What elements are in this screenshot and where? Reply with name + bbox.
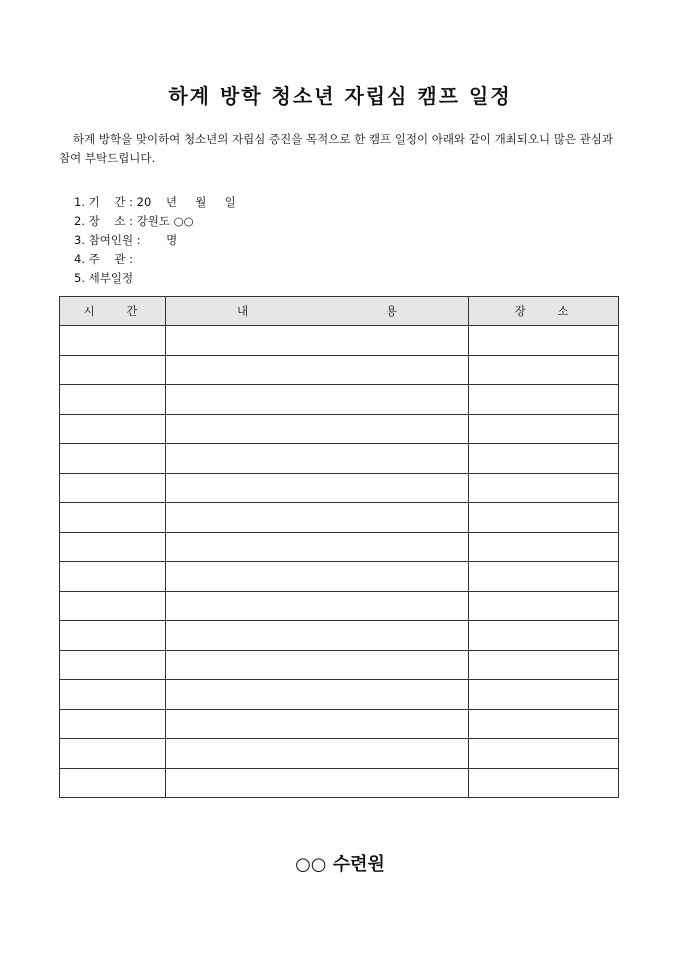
- time-cell[interactable]: [60, 621, 166, 651]
- place-cell[interactable]: [469, 739, 619, 769]
- info-list: [74, 193, 236, 288]
- info-schedule-heading: 5. 세부일정: [74, 271, 134, 285]
- info-organizer: 4. 주 관 :: [74, 252, 133, 266]
- intro-paragraph: 하계 방학을 맞이하여 청소년의 자립심 증진을 목적으로 한 캠프 일정이 아래와 같이 개최되오니 많은 관심과 참여 부탁드립니다.: [59, 132, 613, 165]
- table-row: [60, 680, 619, 710]
- content-cell[interactable]: [166, 591, 469, 621]
- time-cell[interactable]: [60, 444, 166, 474]
- place-cell[interactable]: [469, 768, 619, 798]
- table-row: [60, 650, 619, 680]
- table-row: [60, 326, 619, 356]
- table-row: [60, 444, 619, 474]
- content-cell[interactable]: [166, 739, 469, 769]
- time-cell[interactable]: [60, 650, 166, 680]
- organization-name: ○○ 수련원: [295, 854, 385, 875]
- place-cell[interactable]: [469, 326, 619, 356]
- content-cell[interactable]: [166, 414, 469, 444]
- header-place: 장 소: [469, 297, 619, 326]
- schedule-table: [59, 296, 619, 798]
- table-row: [60, 532, 619, 562]
- table-row: [60, 503, 619, 533]
- place-cell[interactable]: [469, 473, 619, 503]
- content-cell[interactable]: [166, 650, 469, 680]
- table-row: [60, 591, 619, 621]
- content-cell[interactable]: [166, 768, 469, 798]
- info-location: 2. 장 소 : 강원도 ○○: [74, 214, 194, 228]
- content-cell[interactable]: [166, 444, 469, 474]
- table-row: [60, 621, 619, 651]
- content-cell[interactable]: [166, 326, 469, 356]
- table-row: [60, 385, 619, 415]
- time-cell[interactable]: [60, 709, 166, 739]
- table-header-row: [60, 297, 619, 326]
- time-cell[interactable]: [60, 355, 166, 385]
- time-cell[interactable]: [60, 562, 166, 592]
- table-row: [60, 414, 619, 444]
- content-cell[interactable]: [166, 532, 469, 562]
- content-cell[interactable]: [166, 473, 469, 503]
- place-cell[interactable]: [469, 591, 619, 621]
- content-cell[interactable]: [166, 680, 469, 710]
- content-cell[interactable]: [166, 709, 469, 739]
- place-cell[interactable]: [469, 385, 619, 415]
- table-row: [60, 768, 619, 798]
- table-row: [60, 562, 619, 592]
- place-cell[interactable]: [469, 562, 619, 592]
- place-cell[interactable]: [469, 503, 619, 533]
- content-cell[interactable]: [166, 503, 469, 533]
- time-cell[interactable]: [60, 414, 166, 444]
- time-cell[interactable]: [60, 503, 166, 533]
- table-row: [60, 739, 619, 769]
- place-cell[interactable]: [469, 532, 619, 562]
- time-cell[interactable]: [60, 591, 166, 621]
- place-cell[interactable]: [469, 444, 619, 474]
- time-cell[interactable]: [60, 473, 166, 503]
- content-cell[interactable]: [166, 562, 469, 592]
- time-cell[interactable]: [60, 532, 166, 562]
- place-cell[interactable]: [469, 680, 619, 710]
- info-participants: 3. 참여인원 : 명: [74, 233, 178, 247]
- place-cell[interactable]: [469, 621, 619, 651]
- document-title: 하계 방학 청소년 자립심 캠프 일정: [168, 84, 512, 108]
- table-row: [60, 355, 619, 385]
- content-cell[interactable]: [166, 621, 469, 651]
- time-cell[interactable]: [60, 739, 166, 769]
- header-time: 시 간: [60, 297, 166, 326]
- header-content: [166, 297, 469, 326]
- header-content-label: 내 용: [237, 304, 397, 318]
- schedule-body: [60, 326, 619, 798]
- time-cell[interactable]: [60, 326, 166, 356]
- time-cell[interactable]: [60, 385, 166, 415]
- place-cell[interactable]: [469, 355, 619, 385]
- place-cell[interactable]: [469, 709, 619, 739]
- table-row: [60, 709, 619, 739]
- table-row: [60, 473, 619, 503]
- content-cell[interactable]: [166, 355, 469, 385]
- time-cell[interactable]: [60, 680, 166, 710]
- content-cell[interactable]: [166, 385, 469, 415]
- info-period: 1. 기 간 : 20 년 월 일: [74, 195, 236, 209]
- time-cell[interactable]: [60, 768, 166, 798]
- place-cell[interactable]: [469, 650, 619, 680]
- place-cell[interactable]: [469, 414, 619, 444]
